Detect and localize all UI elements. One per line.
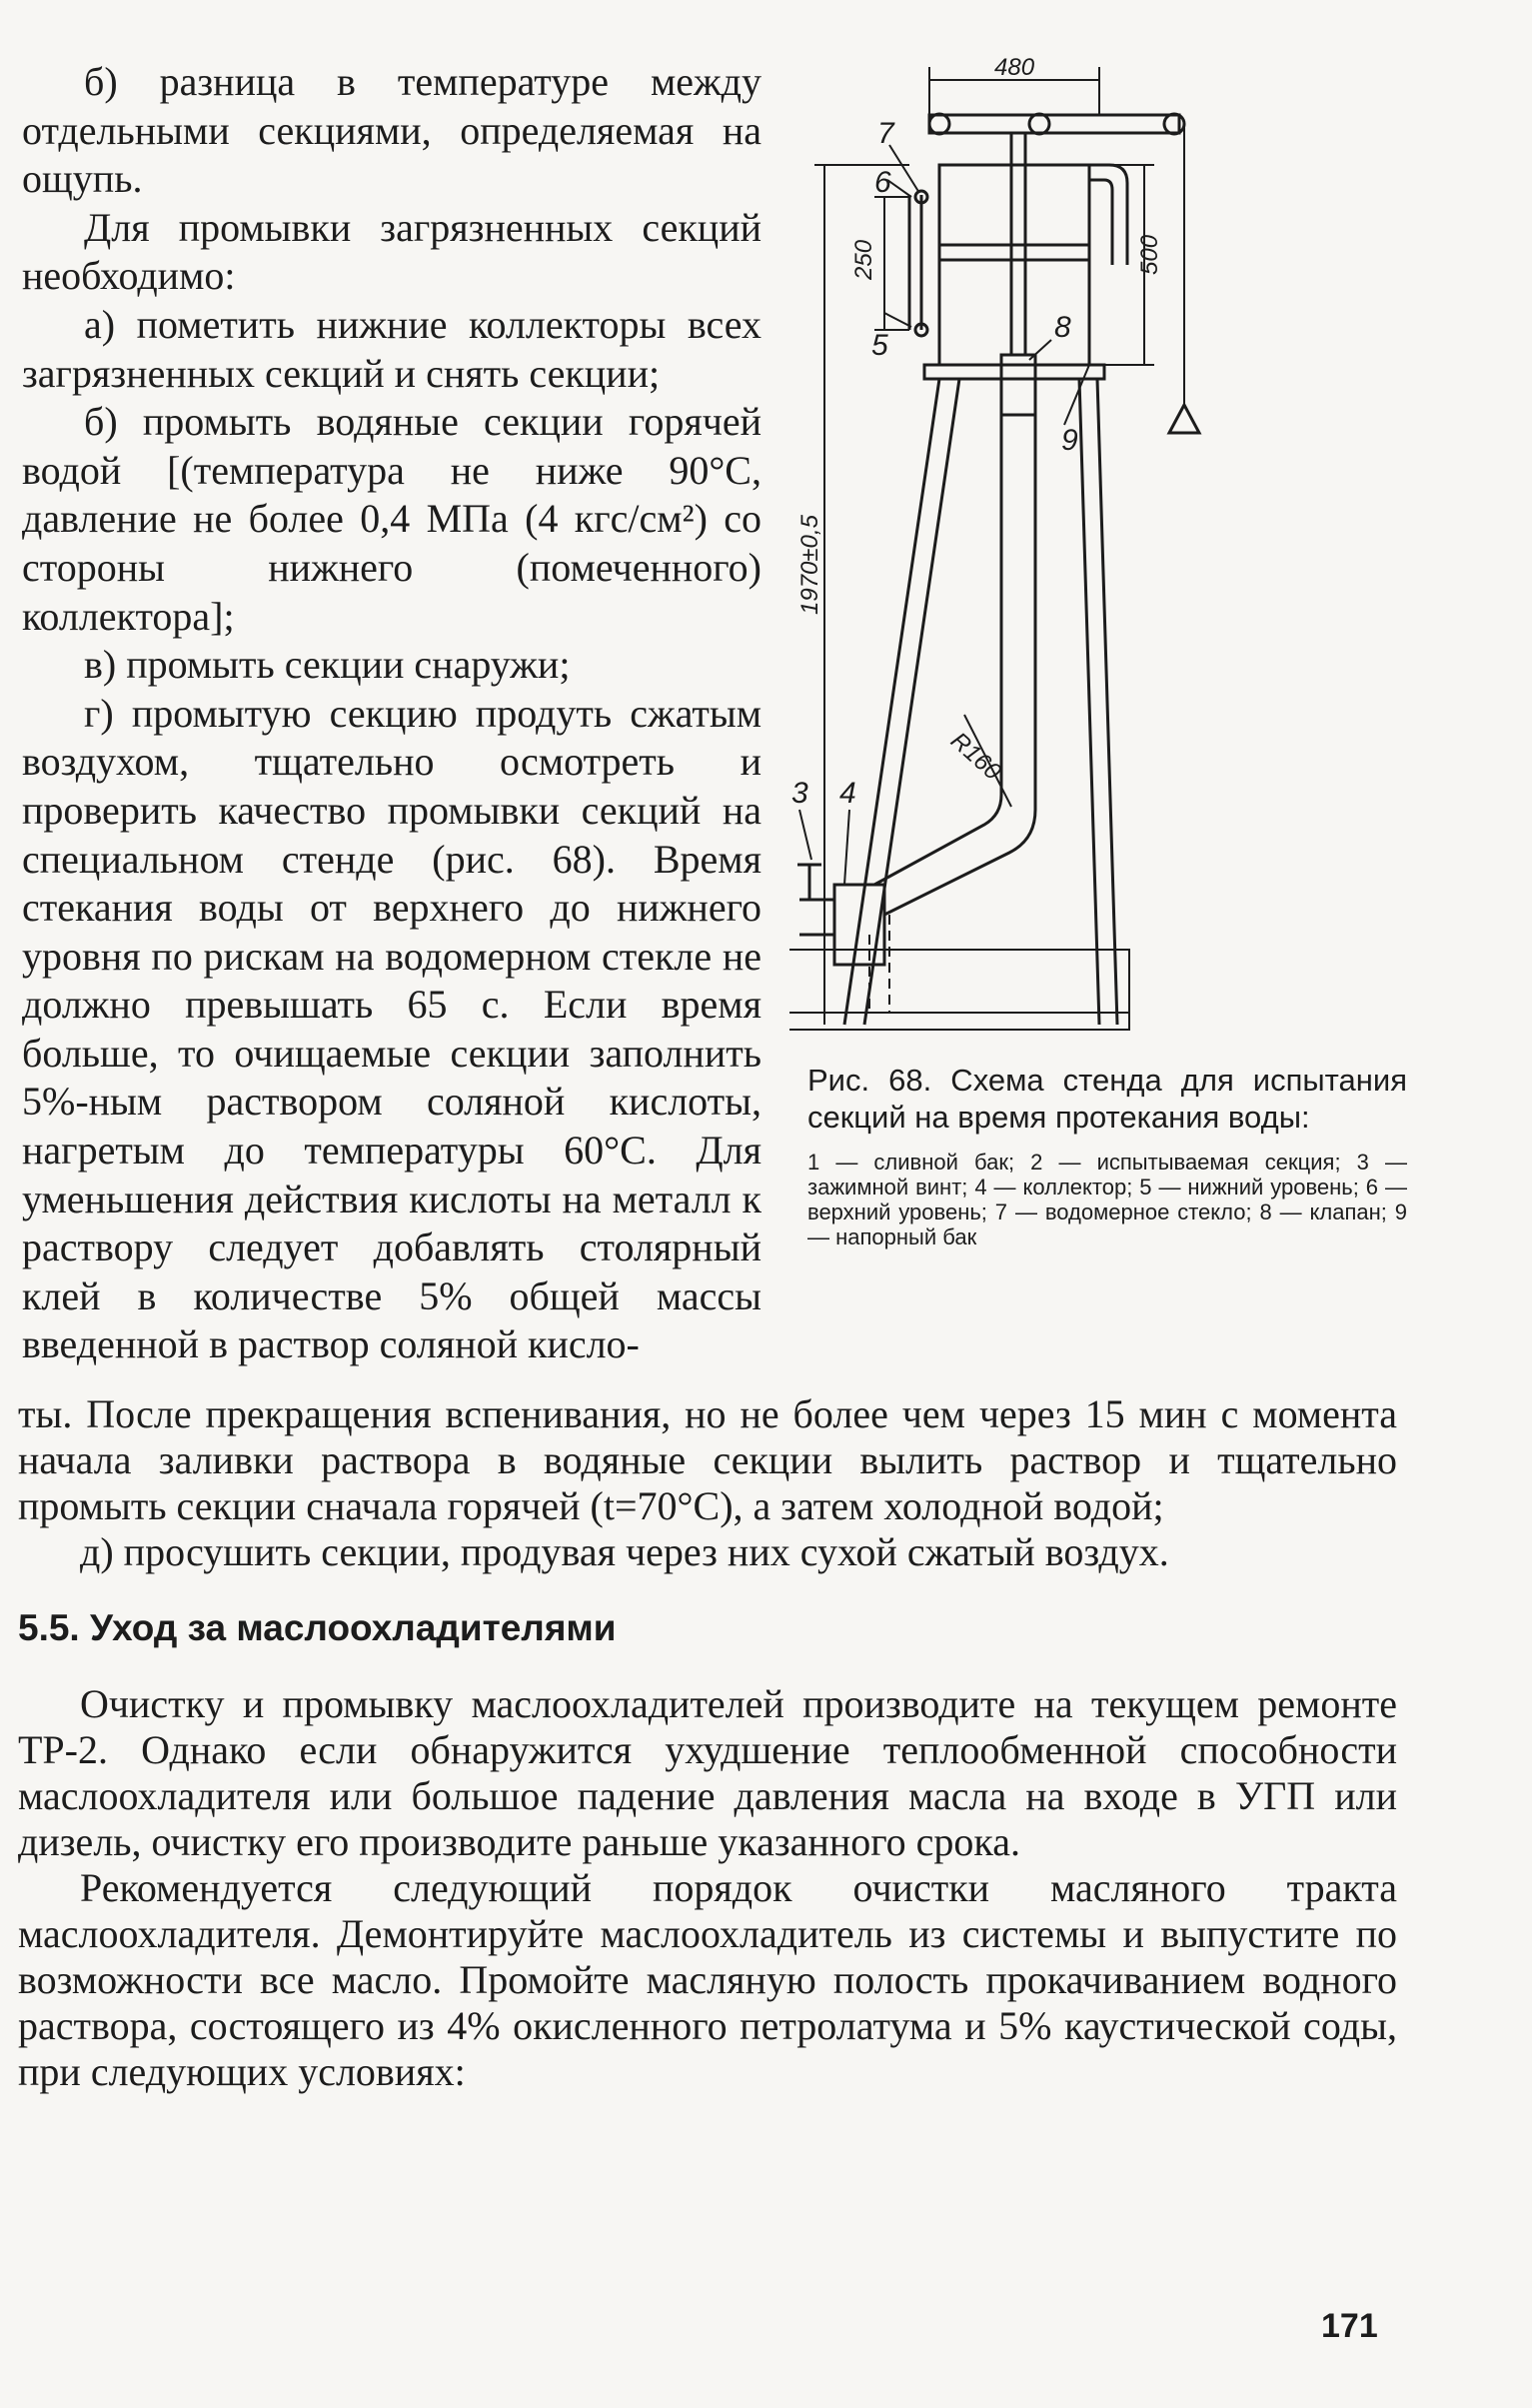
paragraph-item-b-temperature: б) разница в температуре между отдельными секциями, определяемая на ощупь. (22, 59, 762, 202)
test-stand-diagram (789, 55, 1419, 1045)
paragraph-item-v: в) промыть секции снаружи; (84, 642, 571, 688)
callout-6: 6 (874, 166, 891, 199)
callout-7: 7 (877, 117, 894, 150)
callout-5: 5 (871, 329, 888, 362)
dim-width-top: 480 (994, 55, 1035, 81)
page-number: 171 (1321, 2307, 1378, 2345)
caption-legend: 1 — сливной бак; 2 — испытываемая секция; 3 — зажимной винт; 4 — коллектор; 5 — нижний уровень; 6 — верхний уровень; 7 — водомерное стекло; 8 — клапан; 9 — напорный бак (807, 1150, 1407, 1249)
caption-title: Рис. 68. Схема стенда для испытания секций на время протекания воды: (807, 1063, 1407, 1135)
callout-8: 8 (1054, 311, 1071, 344)
paragraph-cleaning-procedure: Рекомендуется следующий порядок очистки масляного тракта маслоохладителя. Демонтируйте маслоохладитель из системы и выпустите по возможности все масло. Промойте масляную полость прокачиванием водного раствора, состоящего из 4% окисленного петролатума и 5% каустической соды, при следующих условиях: (18, 1865, 1397, 2094)
callout-9: 9 (1061, 424, 1078, 457)
paragraph-item-g: г) промытую секцию продуть сжатым воздухом, тщательно осмотреть и проверить качество промывки секций на специальном стенде (рис. 68). Время стекания воды от верхнего до нижнего уровня по рискам на водомерном стекле не должно превышать 65 с. Если время больше, то очищаемые секции заполнить 5%-ным раствором соляной кислоты, нагретым до температуры 60°С. Для уменьшения действия кислоты на металл к раствору следует добавлять столярный клей в количестве 5% общей массы введенной в раствор соляной кисло- (22, 690, 762, 1367)
section-heading: 5.5. Уход за маслоохладителями (18, 1607, 617, 1648)
paragraph-cleaning-schedule: Очистку и промывку маслоохладителей производите на текущем ремонте ТР-2. Однако если обнаружится ухудшение теплообменной способности маслоохладителя или большое падение давления масла на входе в УГП или дизель, очистку его производите раньше указанного срока. (18, 1681, 1397, 1864)
paragraph-item-b: б) промыть водяные секции горячей водой [(температура не ниже 90°С, давление не более 0,4 МПа (4 кгс/см²) со стороны нижнего (помеченного) коллектора]; (22, 399, 762, 639)
callout-3: 3 (791, 777, 808, 810)
dim-total-height: 1970±0,5 (796, 515, 823, 615)
full-width-text (18, 1391, 1397, 2095)
paragraph-intro-cleaning: Для промывки загрязненных секций необходимо: (22, 204, 762, 299)
figure-caption (807, 1062, 1407, 1249)
left-text-column (22, 58, 762, 1369)
dim-tank-height: 500 (1136, 234, 1163, 275)
callout-4: 4 (839, 777, 856, 810)
dim-level-gap: 250 (850, 239, 877, 280)
paragraph-item-a: а) пометить нижние коллекторы всех загрязненных секций и снять секции; (22, 301, 762, 396)
paragraph-continuation: ты. После прекращения вспенивания, но не более чем через 15 мин с момента начала заливки раствора в водяные секции вылить раствор и тщательно промыть секции сначала горячей (t=70°С), а затем холодной водой; (18, 1391, 1397, 1528)
paragraph-item-d: д) просушить секции, продувая через них сухой сжатый воздух. (80, 1529, 1169, 1574)
figure-68-test-stand (789, 55, 1419, 1045)
dim-bend-radius: R160 (944, 727, 1006, 786)
